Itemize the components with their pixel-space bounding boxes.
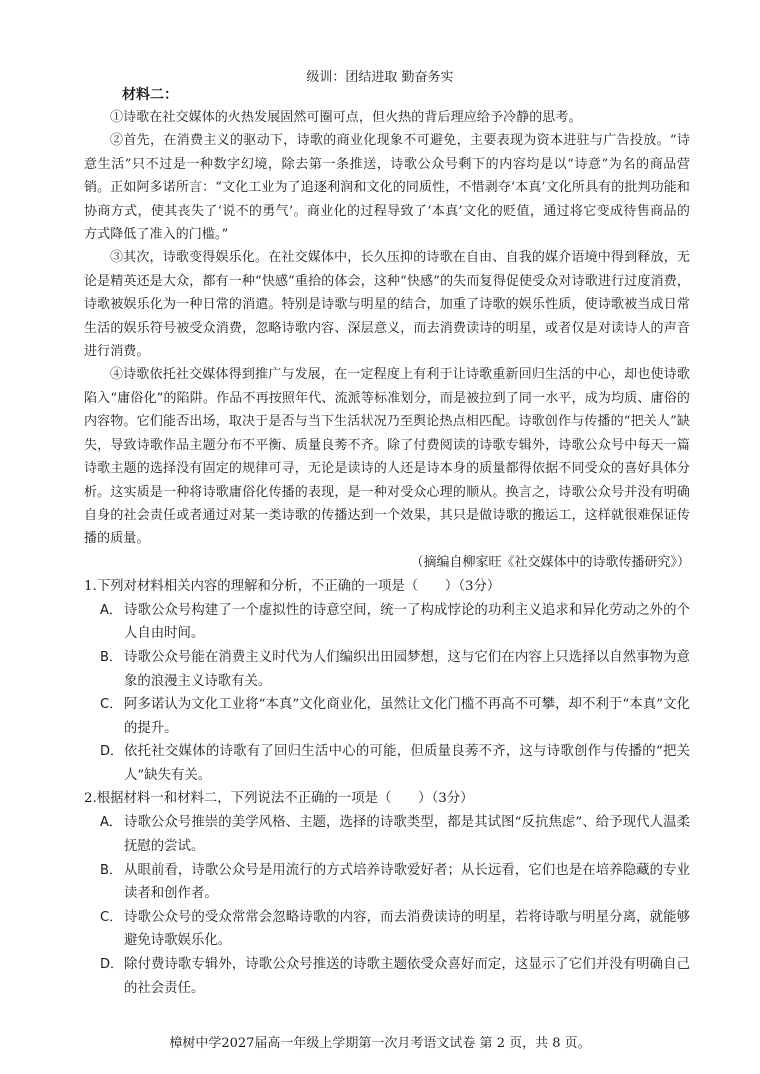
page-header-motto: 级训：团结进取 勤奋务实 (306, 70, 454, 85)
question-2-stem: 2.根据材料一和材料二，下列说法不正确的一项是（ ）（3分） (84, 791, 474, 807)
option-letter: B． (100, 862, 122, 878)
option-letter: D． (100, 744, 124, 760)
question-2-option-b (100, 859, 690, 906)
option-text: 除付费诗歌专辑外，诗歌公众号推送的诗歌主题依受众喜好而定，这显示了它们并没有明确自己的社会责任。 (124, 957, 690, 996)
option-letter: C． (100, 909, 123, 925)
material-paragraph-4: ④诗歌依托社交媒体得到推广与发展，在一定程度上有利于让诗歌重新回归生活的中心，却也使诗歌陷入“庸俗化”的陷阱。作品不再按照年代、流派等标准划分，而是被拉到了同一水平，成为均质、庸俗的内容物。它们能否出场，取决于是否与当下生活状况乃至舆论热点相匹配。诗歌创作与传播的“把关人”缺失，导致诗歌作品主题分布不平衡、质量良莠不齐。除了付费阅读的诗歌专辑外，诗歌公众号中每天一篇诗歌主题的选择没有固定的规律可寻，无论是读诗的人还是诗本身的质量都得依据不同受众的喜好具体分析。这实质是一种将诗歌庸俗化传播的表现，是一种对受众心理的顺从。换言之，诗歌公众号并没有明确自身的社会责任或者通过对某一类诗歌的传播达到一个效果，其只是做诗歌的搬运工，这样就很难保证传播的质量。 (84, 367, 690, 547)
question-1-option-b (100, 646, 690, 693)
question-1-option-c (100, 693, 690, 740)
question-2-option-a (100, 811, 690, 858)
page-content (84, 84, 690, 1000)
material-source: （摘编自柳家旺《社交媒体中的诗歌传播研究》） (410, 554, 690, 570)
page-footer: 樟树中学2027届高一年级上学期第一次月考语文试卷 第 2 页，共 8 页。 (169, 1036, 591, 1051)
option-letter: B． (100, 649, 122, 665)
option-text: 诗歌公众号能在消费主义时代为人们编织出田园梦想，这与它们在内容上只选择以自然事物为意象的浪漫主义诗歌有关。 (124, 649, 690, 689)
option-text: 阿多诺认为文化工业将“本真”文化商业化，虽然让文化门槛不再高不可攀，却不利于“本真”文化的提升。 (124, 697, 690, 736)
option-text: 依托社交媒体的诗歌有了回归生活中心的可能，但质量良莠不齐，这与诗歌创作与传播的“把关人”缺失有关。 (124, 744, 690, 783)
option-text: 诗歌公众号推崇的美学风格、主题，选择的诗歌类型，都是其试图“反抗焦虑”、给予现代人温柔抚慰的尝试。 (124, 815, 690, 855)
option-text: 诗歌公众号构建了一个虚拟性的诗意空间，统一了构成悖论的功利主义追求和异化劳动之外的个人自由时间。 (124, 602, 690, 642)
material-title: 材料二： (122, 87, 178, 103)
option-letter: A． (100, 815, 122, 831)
material-paragraph-1: ①诗歌在社交媒体的火热发展固然可圈可点，但火热的背后理应给予冷静的思考。 (110, 110, 582, 125)
option-text: 诗歌公众号的受众常常会忽略诗歌的内容，而去消费读诗的明星，若将诗歌与明星分离，就能够避免诗歌娱乐化。 (124, 909, 690, 949)
question-2-option-d (100, 953, 690, 1000)
option-letter: C． (100, 697, 123, 713)
option-letter: A． (100, 602, 122, 618)
option-letter: D． (100, 957, 124, 973)
question-1-stem: 1.下列对材料相关内容的理解和分析，不正确的一项是（ ）（3分） (84, 578, 501, 594)
question-1-option-a (100, 599, 690, 646)
question-2-option-c (100, 906, 690, 953)
material-paragraph-3: ③其次，诗歌变得娱乐化。在社交媒体中，长久压抑的诗歌在自由、自我的媒介语境中得到释放，无论是精英还是大众，都有一种“快感”重拾的体会，这种“快感”的失而复得促使受众对诗歌进行过度消费，诗歌被娱乐化为一种日常的消遣。特别是诗歌与明星的结合，加重了诗歌的娱乐性质，使诗歌被当成日常生活的娱乐符号被受众消费，忽略诗歌内容、深层意义，而去消费读诗的明星，或者仅是对读诗人的声音进行消费。 (84, 250, 690, 360)
material-paragraph-2: ②首先，在消费主义的驱动下，诗歌的商业化现象不可避免，主要表现为资本进驻与广告投放。“诗意生活”只不过是一种数字幻境，除去第一条推送，诗歌公众号剩下的内容均是以“诗意”为名的商品营销。正如阿多诺所言：“文化工业为了追逐利润和文化的同质性，不惜剥夺‘本真’文化所具有的批判功能和协商方式，使其丧失了‘说不的勇气’。商业化的过程导致了‘本真’文化的贬值，通过将它变成待售商品的方式降低了准入的门槛。” (84, 133, 690, 243)
option-text: 从眼前看，诗歌公众号是用流行的方式培养诗歌爱好者；从长远看，它们也是在培养隐藏的专业读者和创作者。 (124, 862, 690, 902)
question-1-option-d (100, 740, 690, 787)
